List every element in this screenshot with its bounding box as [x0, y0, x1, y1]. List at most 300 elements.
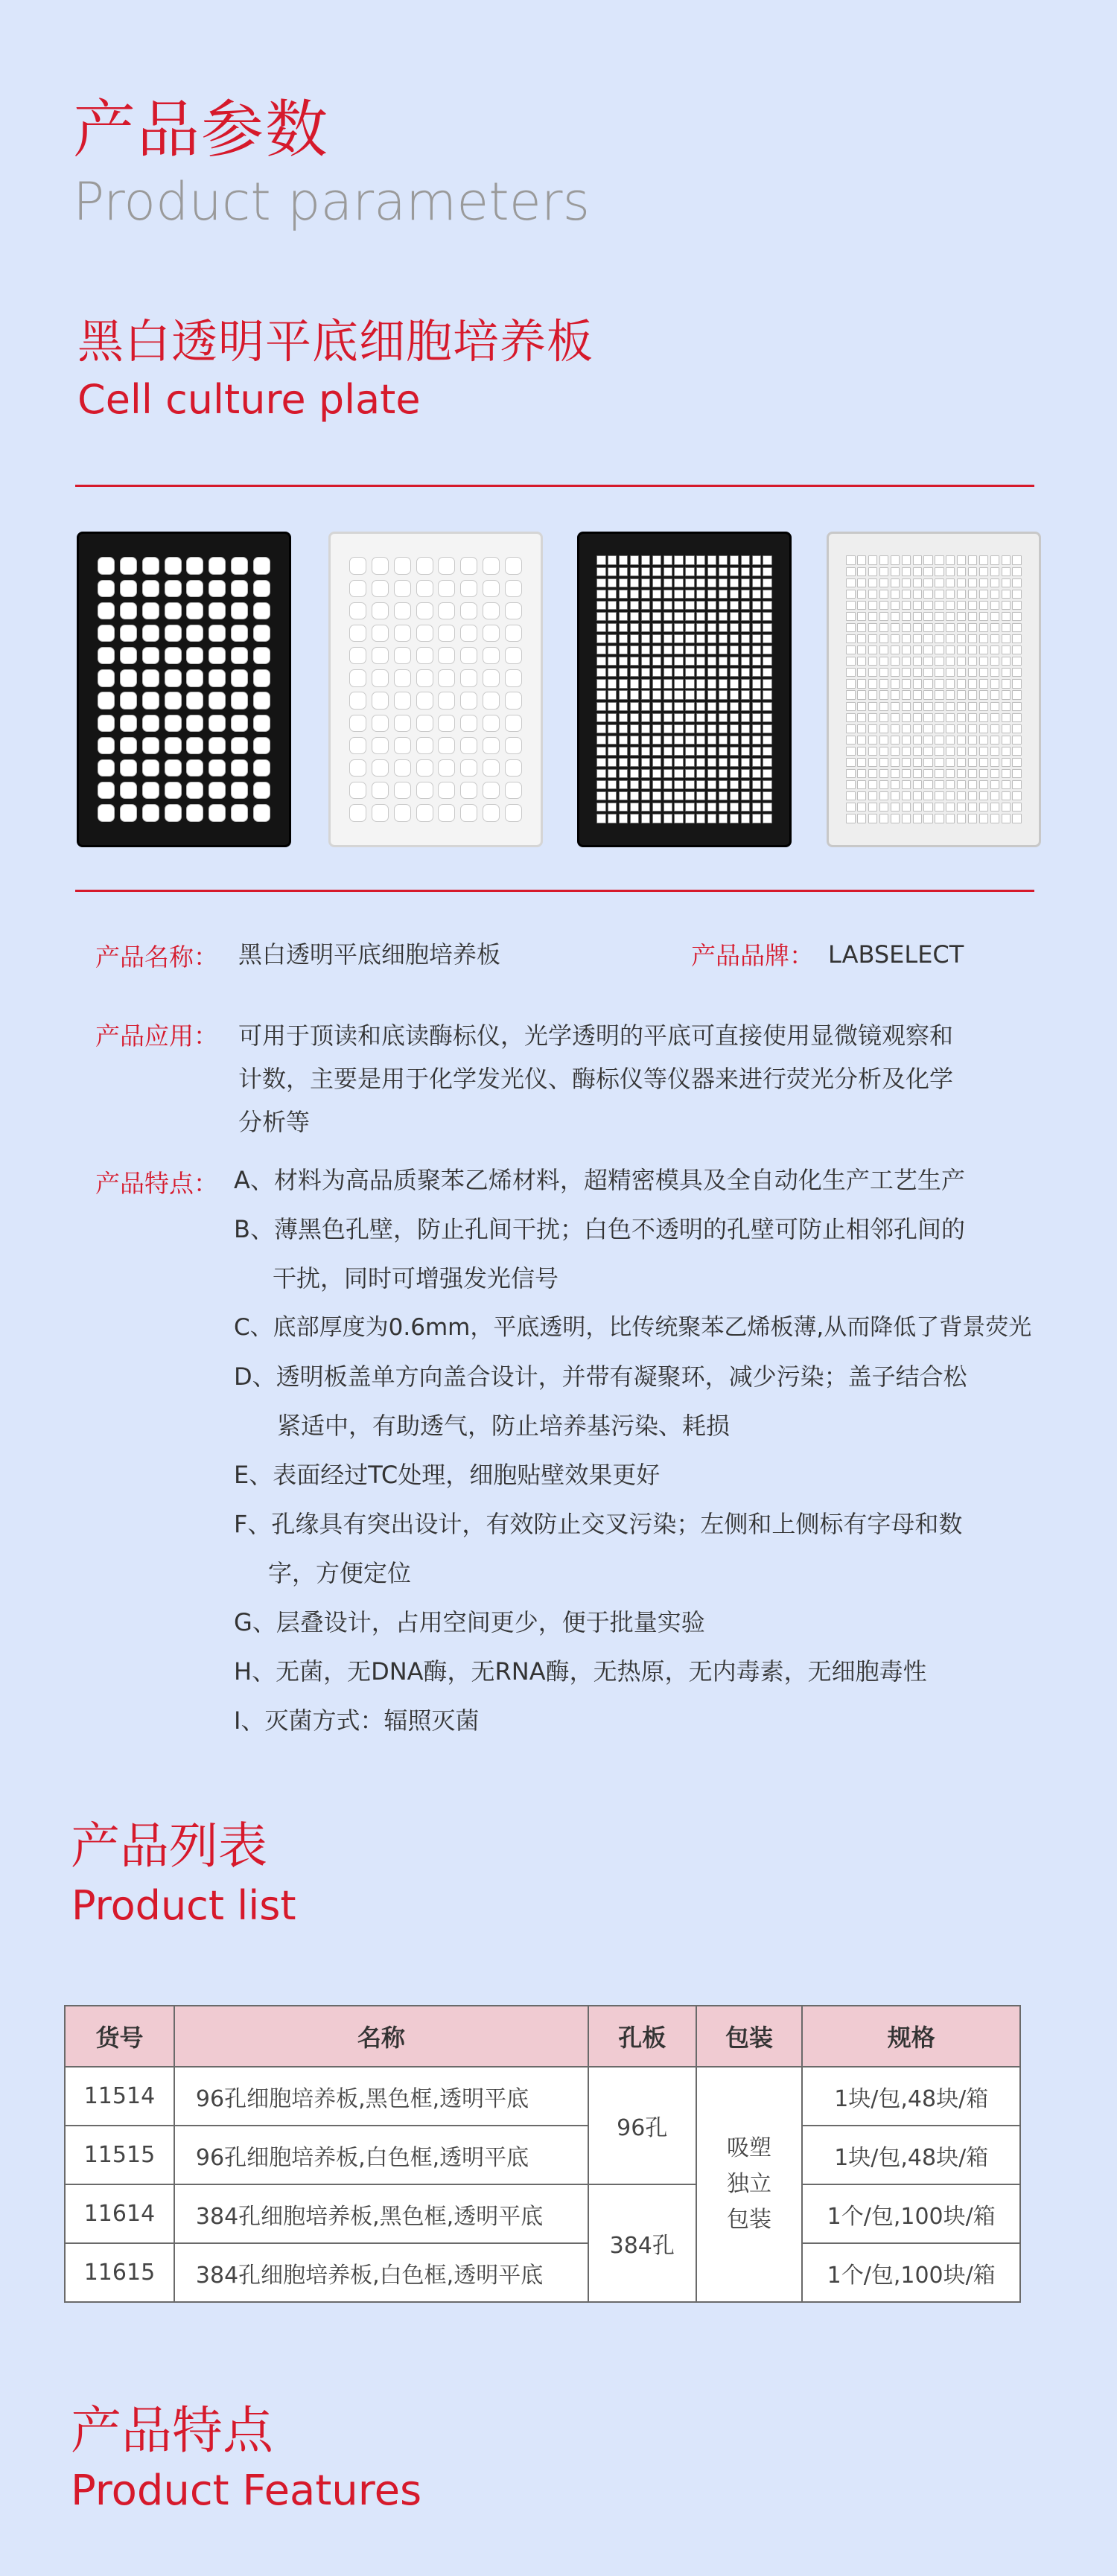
plate-well: [641, 555, 650, 564]
plate-well: [913, 634, 922, 643]
plate-well: [460, 715, 477, 732]
plate-well: [619, 634, 628, 643]
plate-well: [730, 780, 739, 789]
plate-well: [752, 780, 761, 789]
plate-well: [990, 601, 999, 610]
plate-well: [608, 769, 617, 778]
plate-well: [630, 657, 639, 666]
plate-well: [619, 612, 628, 621]
plate-well: [1012, 724, 1021, 733]
plate-well: [663, 747, 672, 756]
cell-sku: 11615: [65, 2243, 174, 2302]
plate-well: [483, 782, 500, 799]
plate-well: [460, 669, 477, 686]
plate-well: [652, 814, 661, 823]
plate-well: [209, 557, 226, 574]
plate-well: [142, 759, 159, 777]
table-header-row: [65, 2006, 1020, 2067]
plate-well: [663, 645, 672, 654]
plate-well: [846, 758, 855, 767]
plate-well: [685, 736, 694, 745]
plate-well: [741, 780, 750, 789]
plate-well: [663, 736, 672, 745]
plate-well: [968, 601, 977, 610]
plate-well: [763, 567, 771, 576]
plate-well: [913, 814, 922, 823]
plate-well: [619, 724, 628, 733]
plate-well: [1012, 668, 1021, 677]
plate-well: [752, 814, 761, 823]
plate-well: [186, 782, 203, 799]
plate-well: [923, 814, 932, 823]
plate-well: [652, 590, 661, 599]
plate-well: [630, 601, 639, 610]
plate-well: [968, 679, 977, 688]
table-row: [65, 2126, 1020, 2184]
plate-well: [868, 713, 877, 722]
plate-well: [142, 602, 159, 619]
plate-well: [957, 555, 966, 564]
plate-well: [857, 623, 866, 632]
plate-well: [209, 625, 226, 642]
plate-well: [752, 713, 761, 722]
plate-well: [741, 634, 750, 643]
plate-well: [1002, 555, 1011, 564]
plate-well: [1002, 713, 1011, 722]
cell-spec: 1个/包,100块/箱: [802, 2243, 1020, 2302]
plate-well: [608, 791, 617, 800]
header-sku: 货号: [65, 2006, 174, 2067]
plate-well: [349, 669, 366, 686]
plate-well: [142, 804, 159, 821]
plate-well: [730, 736, 739, 745]
plate-well: [846, 713, 855, 722]
plate-well: [846, 567, 855, 576]
plate-well: [641, 747, 650, 756]
plate-well: [186, 759, 203, 777]
plate-well: [641, 769, 650, 778]
plate-well: [935, 668, 943, 677]
plate-well: [968, 612, 977, 621]
plate-well: [630, 668, 639, 677]
plate-well: [685, 590, 694, 599]
plate-well: [652, 758, 661, 767]
plate-well: [707, 657, 716, 666]
plate-well: [1012, 690, 1021, 699]
plate-well: [186, 602, 203, 619]
plate-well: [719, 623, 728, 632]
application-line: 可用于顶读和底读酶标仪，光学透明的平底可直接使用显微镜观察和: [238, 1021, 954, 1050]
plate-well: [891, 612, 900, 621]
plate-well: [685, 803, 694, 812]
plate-well: [990, 814, 999, 823]
plate-well: [935, 769, 943, 778]
plate-well: [957, 791, 966, 800]
plate-well: [349, 692, 366, 709]
plate-well: [1012, 567, 1021, 576]
plate-well: [741, 601, 750, 610]
plate-well: [231, 692, 248, 709]
plate-well: [663, 690, 672, 699]
plate-well: [968, 724, 977, 733]
plate-well: [857, 679, 866, 688]
plate-well: [868, 555, 877, 564]
cell-sku: 11515: [65, 2126, 174, 2184]
plate-well: [98, 625, 115, 642]
plate-well: [596, 567, 605, 576]
plate-well: [685, 814, 694, 823]
plate-well: [630, 814, 639, 823]
plate-well: [891, 780, 900, 789]
plate-well: [979, 814, 988, 823]
plate-well: [719, 713, 728, 722]
plate-well: [990, 736, 999, 745]
plate-well: [741, 645, 750, 654]
plate-well: [957, 780, 966, 789]
plate-well: [990, 791, 999, 800]
plate-well: [685, 555, 694, 564]
plate-well: [1002, 690, 1011, 699]
plate-well: [608, 623, 617, 632]
plate-well: [719, 601, 728, 610]
plate-well: [741, 679, 750, 688]
plate-well: [763, 690, 771, 699]
plate-well: [879, 791, 888, 800]
plate-well: [120, 692, 137, 709]
plate-well: [165, 692, 182, 709]
plate-well: [752, 702, 761, 711]
plate-well: [935, 679, 943, 688]
plate-well: [165, 580, 182, 597]
cell-sku: 11614: [65, 2184, 174, 2243]
plate-well: [968, 791, 977, 800]
plate-well: [868, 578, 877, 587]
plate-well: [619, 567, 628, 576]
plate-well: [608, 612, 617, 621]
plate-well: [946, 657, 955, 666]
feature-item-cont: 干扰，同时可增强发光信号: [273, 1264, 559, 1292]
plate-well: [868, 736, 877, 745]
plate-well: [846, 690, 855, 699]
plate-well: [879, 690, 888, 699]
plate-well: [707, 578, 716, 587]
plate-well: [868, 601, 877, 610]
plate-well: [165, 669, 182, 686]
plate-well: [957, 814, 966, 823]
table-row: [65, 2184, 1020, 2243]
feature-item-cont: 紧适中，有助透气，防止培养基污染、耗损: [277, 1412, 731, 1440]
product-name-value: 黑白透明平底细胞培养板: [238, 940, 501, 969]
plate-well: [505, 715, 522, 732]
plate-well: [857, 612, 866, 621]
plate-well: [460, 580, 477, 597]
plate-well: [879, 668, 888, 677]
plate-well: [1012, 612, 1021, 621]
plate-well: [719, 645, 728, 654]
plate-well: [868, 623, 877, 632]
params-title-cn: 产品参数: [73, 93, 330, 166]
plate-well: [630, 578, 639, 587]
plate-well: [741, 803, 750, 812]
plate-well: [990, 713, 999, 722]
plate-well: [752, 645, 761, 654]
plate-well: [935, 590, 943, 599]
plate-well: [142, 669, 159, 686]
plate-well: [913, 690, 922, 699]
plate-well: [891, 645, 900, 654]
list-title-cn: 产品列表: [71, 1817, 267, 1875]
plate-well: [879, 724, 888, 733]
plate-well: [891, 679, 900, 688]
plate-well: [707, 747, 716, 756]
plate-well: [438, 692, 455, 709]
plate-well: [879, 736, 888, 745]
plate-well: [231, 759, 248, 777]
features-title-cn: 产品特点: [71, 2402, 274, 2461]
plate-well: [946, 690, 955, 699]
application-label: 产品应用：: [95, 1021, 218, 1051]
plate-well: [946, 679, 955, 688]
plate-well: [868, 769, 877, 778]
packaging-line: 包装: [727, 2207, 772, 2233]
plate-well: [957, 713, 966, 722]
plate-well: [596, 555, 605, 564]
plate-well: [696, 601, 705, 610]
plate-well: [685, 758, 694, 767]
plate-well: [663, 814, 672, 823]
plate-well: [730, 724, 739, 733]
plate-well: [902, 803, 911, 812]
plate-well: [752, 555, 761, 564]
product-table: [64, 2005, 1021, 2303]
plate-well: [372, 647, 389, 664]
plate-well: [120, 715, 137, 732]
plate-well: [505, 602, 522, 619]
plate-well: [630, 791, 639, 800]
plate-well: [957, 758, 966, 767]
plate-well: [416, 557, 433, 574]
plate-well: [652, 634, 661, 643]
plate-well: [186, 557, 203, 574]
plate-well: [707, 668, 716, 677]
plate-well: [696, 612, 705, 621]
plate-well: [372, 759, 389, 777]
plate-well: [879, 780, 888, 789]
plate-well: [663, 702, 672, 711]
plate-well: [98, 782, 115, 799]
plate-well: [1002, 623, 1011, 632]
plate-well: [902, 612, 911, 621]
table-row: [65, 2067, 1020, 2126]
plate-well: [763, 578, 771, 587]
plate-well: [902, 590, 911, 599]
plate-well: [696, 803, 705, 812]
plate-well: [142, 782, 159, 799]
plate-well: [483, 692, 500, 709]
plate-well: [349, 782, 366, 799]
plate-well: [990, 612, 999, 621]
plate-well: [935, 634, 943, 643]
plate-well: [253, 557, 270, 574]
plate-well: [946, 747, 955, 756]
plate-well: [120, 580, 137, 597]
plate-well: [641, 567, 650, 576]
plate-well: [752, 803, 761, 812]
plate-well: [674, 713, 683, 722]
plate-well: [652, 623, 661, 632]
plate-well: [879, 601, 888, 610]
plate-well: [935, 612, 943, 621]
plate-well: [641, 702, 650, 711]
plate-well: [719, 567, 728, 576]
plate-well: [685, 791, 694, 800]
plate-well: [438, 602, 455, 619]
plate-well: [596, 747, 605, 756]
plate-well: [868, 747, 877, 756]
plate-well: [596, 679, 605, 688]
plate-well: [946, 814, 955, 823]
plate-well: [719, 724, 728, 733]
plate-well: [868, 724, 877, 733]
plate-well: [741, 612, 750, 621]
plate-well: [857, 724, 866, 733]
plate-well: [730, 578, 739, 587]
plate-well: [935, 657, 943, 666]
plate-well: [696, 791, 705, 800]
plate-well: [619, 713, 628, 722]
plate-well: [120, 557, 137, 574]
plate-well: [946, 567, 955, 576]
plate-well: [696, 578, 705, 587]
plate-well: [957, 567, 966, 576]
plate-well: [98, 737, 115, 754]
plate-well: [752, 690, 761, 699]
plate-well: [349, 804, 366, 821]
plate-well: [674, 578, 683, 587]
plate-well: [846, 679, 855, 688]
plate-well: [674, 657, 683, 666]
plate-well: [868, 690, 877, 699]
plate-well: [685, 634, 694, 643]
plate-well: [891, 713, 900, 722]
plate-well: [891, 657, 900, 666]
plate-well: [209, 759, 226, 777]
plate-well: [990, 590, 999, 599]
plate-well: [846, 803, 855, 812]
plate-well: [608, 724, 617, 733]
plate-well: [707, 634, 716, 643]
plate-well: [719, 679, 728, 688]
plate-well: [752, 758, 761, 767]
plate-well: [730, 690, 739, 699]
product-brand-value: LABSELECT: [828, 940, 964, 969]
plate-well: [505, 580, 522, 597]
plate-well: [438, 759, 455, 777]
plate-well: [946, 758, 955, 767]
plate-well: [416, 580, 433, 597]
plate-96-white-image: [328, 532, 543, 847]
plate-well: [1002, 758, 1011, 767]
plate-well: [730, 747, 739, 756]
plate-well: [608, 590, 617, 599]
plate-well: [674, 736, 683, 745]
plate-well: [619, 601, 628, 610]
plate-well: [98, 647, 115, 664]
plate-well: [596, 668, 605, 677]
cell-packaging: [696, 2067, 803, 2302]
plate-well: [846, 578, 855, 587]
plate-well: [923, 713, 932, 722]
plate-well: [674, 758, 683, 767]
bottom-divider: [75, 890, 1034, 892]
plate-well: [596, 702, 605, 711]
plate-well: [868, 702, 877, 711]
plate-well: [730, 713, 739, 722]
plate-well: [879, 623, 888, 632]
application-line: 分析等: [238, 1108, 311, 1136]
plate-well: [652, 769, 661, 778]
plate-well: [763, 645, 771, 654]
plate-well: [253, 580, 270, 597]
plate-well: [641, 623, 650, 632]
plate-well: [957, 657, 966, 666]
plate-well: [968, 555, 977, 564]
plate-well: [438, 715, 455, 732]
plate-well: [763, 803, 771, 812]
plate-well: [968, 690, 977, 699]
plate-well: [957, 702, 966, 711]
plate-well: [730, 590, 739, 599]
plate-well: [968, 736, 977, 745]
plate-well: [946, 780, 955, 789]
plate-well: [979, 634, 988, 643]
plate-well: [1002, 578, 1011, 587]
plate-well: [857, 634, 866, 643]
plate-well: [98, 804, 115, 821]
plate-well: [846, 747, 855, 756]
plate-well: [120, 782, 137, 799]
plate-well: [763, 702, 771, 711]
plate-well: [719, 657, 728, 666]
plate-well: [868, 590, 877, 599]
plate-well: [935, 713, 943, 722]
plate-well: [1012, 555, 1021, 564]
plate-well: [685, 747, 694, 756]
plate-well: [923, 612, 932, 621]
plate-well: [846, 601, 855, 610]
plate-well: [752, 791, 761, 800]
plate-well: [674, 668, 683, 677]
plate-well: [483, 759, 500, 777]
feature-item: A、材料为高品质聚苯乙烯材料，超精密模具及全自动化生产工艺生产: [234, 1166, 965, 1194]
product-title-cn: 黑白透明平底细胞培养板: [77, 314, 594, 369]
plate-well: [608, 736, 617, 745]
plate-well: [394, 782, 411, 799]
plate-well: [505, 782, 522, 799]
plate-well: [752, 634, 761, 643]
plate-well: [946, 645, 955, 654]
plate-well: [913, 567, 922, 576]
plate-well: [120, 737, 137, 754]
plate-well: [902, 814, 911, 823]
plate-well: [891, 578, 900, 587]
plate-well: [946, 769, 955, 778]
plate-well: [1012, 780, 1021, 789]
plate-well: [619, 623, 628, 632]
plate-well: [923, 623, 932, 632]
plate-well: [209, 692, 226, 709]
plate-well: [968, 758, 977, 767]
